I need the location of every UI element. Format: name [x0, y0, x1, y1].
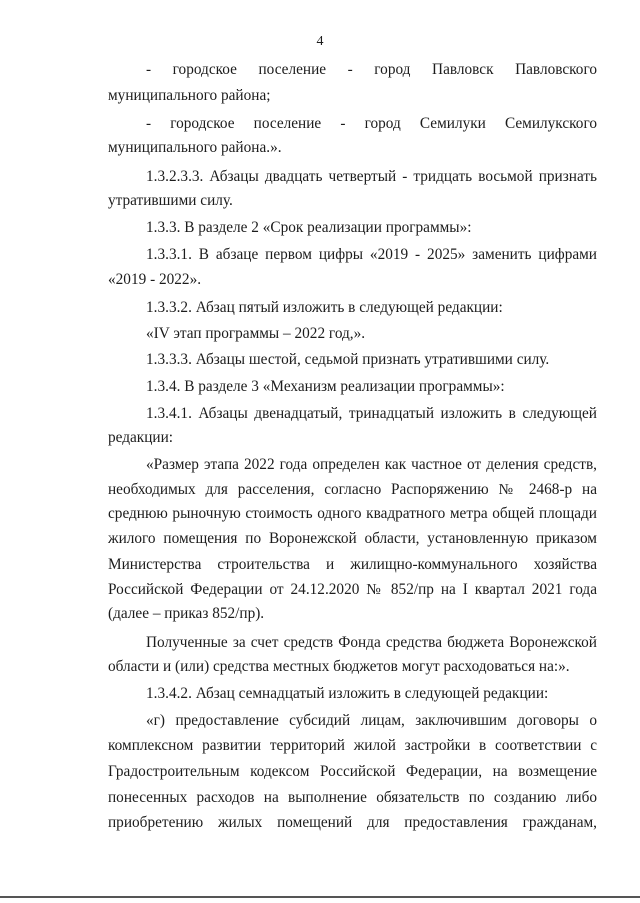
page-number: 4 [316, 34, 324, 49]
text-line: «IV этап программы – 2022 год,». [146, 325, 366, 342]
text-line: понесенных расходов на выполнение обязательств по созданию либо [108, 789, 597, 806]
text-line: - городское поселение - город Павловск Павловского [146, 61, 597, 78]
text-line: Полученные за счет средств Фонда средства бюджета Воронежской [146, 634, 597, 651]
text-line: комплексном развитии территорий жилой застройки в соответствии с [108, 737, 597, 754]
text-line: области и (или) средства местных бюджетов могут расходоваться на:». [108, 658, 570, 675]
text-line: утратившими силу. [108, 192, 233, 209]
text-line: «Размер этапа 2022 года определен как частное от деления средств, [146, 456, 597, 473]
text-line: 1.3.4.1. Абзацы двенадцатый, тринадцатый изложить в следующей [146, 405, 597, 422]
text-line: Российской Федерации от 24.12.2020 № 852/пр на I квартал 2021 года [108, 581, 597, 598]
text-line: «г) предоставление субсидий лицам, заключившим договоры о [146, 712, 597, 729]
text-line: необходимых для расселения, согласно Распоряжению № 2468-р на [108, 481, 597, 498]
text-line: 1.3.4.2. Абзац семнадцатый изложить в следующей редакции: [146, 685, 549, 702]
text-line: муниципального района; [108, 87, 271, 104]
text-line: Градостроительным кодексом Российской Федерации, на возмещение [108, 763, 597, 780]
text-line: 1.3.3.3. Абзацы шестой, седьмой признать утратившими силу. [146, 351, 550, 368]
text-line: 1.3.4. В разделе 3 «Механизм реализации программы»: [146, 378, 505, 395]
text-line: жилого помещения по Воронежской области, установленную приказом [108, 530, 597, 547]
text-line: редакции: [108, 429, 174, 446]
text-line: 1.3.3. В разделе 2 «Срок реализации программы»: [146, 219, 472, 236]
text-line: «2019 - 2022». [108, 271, 202, 288]
text-line: (далее – приказ 852/пр). [108, 605, 265, 622]
text-line: 1.3.2.3.3. Абзацы двадцать четвертый - тридцать восьмой признать [146, 168, 597, 185]
bottom-scan-edge [0, 896, 640, 898]
text-line: муниципального района.». [108, 139, 282, 156]
text-line: среднюю рыночную стоимость одного квадратного метра общей площади [108, 505, 597, 522]
text-line: - городское поселение - город Семилуки Семилукского [146, 115, 597, 132]
text-line: 1.3.3.2. Абзац пятый изложить в следующей редакции: [146, 299, 503, 316]
text-line: приобретению жилых помещений для предоставления гражданам, [108, 814, 597, 831]
text-line: 1.3.3.1. В абзаце первом цифры «2019 - 2025» заменить цифрами [146, 246, 597, 263]
text-line: Министерства строительства и жилищно-коммунального хозяйства [108, 556, 597, 573]
